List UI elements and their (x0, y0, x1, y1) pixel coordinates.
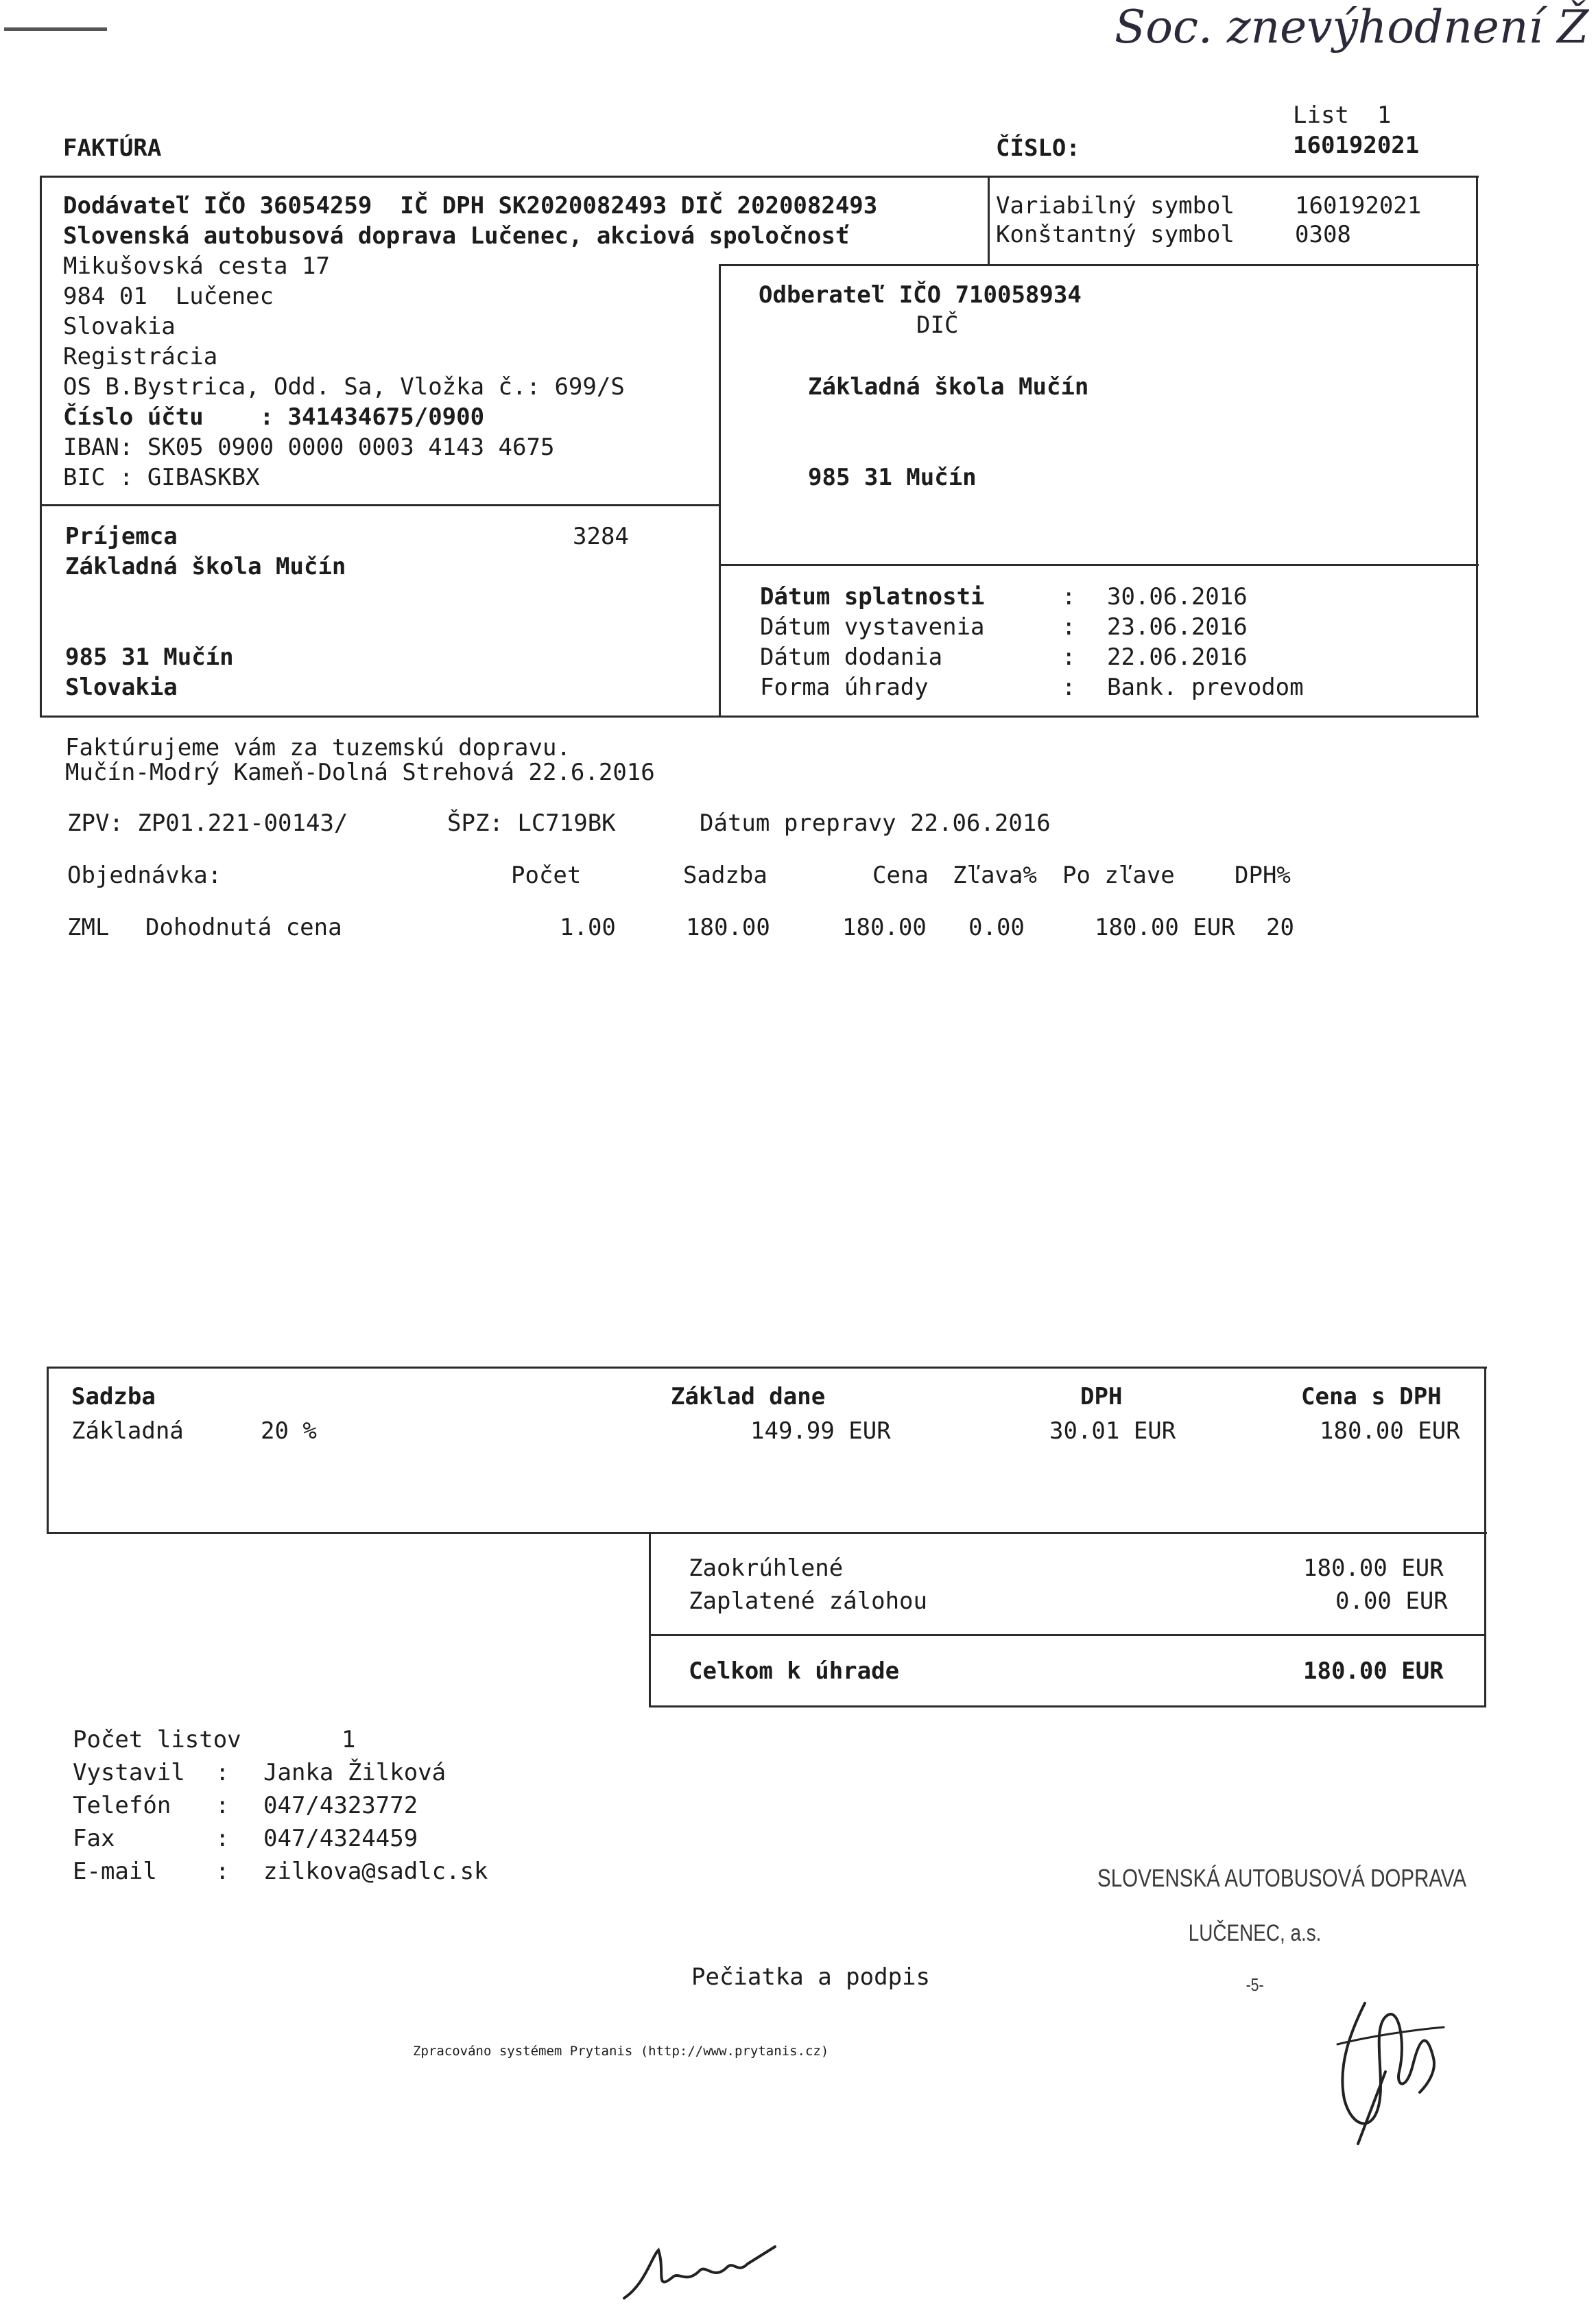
customer-city: 985 31 Mučín (808, 464, 977, 491)
fax-value: 047/4324459 (263, 1825, 418, 1852)
item-count: 1.00 (560, 914, 616, 941)
item-discount: 0.00 (968, 914, 1025, 941)
stamp-line-2: LUČENEC, a.s. (1188, 1920, 1322, 1946)
customer-top-line (719, 264, 1479, 266)
vat-rate-name: Základná (71, 1417, 184, 1445)
totals-box-left-line (649, 1534, 651, 1707)
customer-dic: DIČ (916, 311, 959, 339)
recipient-code: 3284 (573, 523, 629, 550)
payment-method-label: Forma úhrady (760, 674, 929, 701)
variable-symbol-label: Variabilný symbol (996, 192, 1235, 220)
issue-date-label: Dátum vystavenia (760, 613, 985, 641)
system-note: Zpracováno systémem Prytanis (http://www.prytanis.cz) (413, 2044, 829, 2059)
totals-bottom-line (649, 1705, 1486, 1707)
constant-symbol-value: 0308 (1295, 221, 1351, 248)
recipient-top-line (40, 504, 721, 506)
issue-date-colon: : (1062, 613, 1076, 641)
delivery-date-label: Dátum dodania (760, 643, 943, 671)
recipient-label: Príjemca (65, 523, 178, 550)
transport-date: Dátum prepravy 22.06.2016 (700, 809, 1051, 837)
supplier-name: Slovenská autobusová doprava Lučenec, akciová spoločnosť (63, 222, 850, 250)
dates-top-line (719, 564, 1479, 566)
vat-header-base: Základ dane (671, 1383, 826, 1410)
invoice-number-label: ČÍSLO: (996, 134, 1080, 162)
vat-box-bottom-line (47, 1532, 1487, 1534)
issued-by-label: Vystavil (73, 1759, 185, 1786)
supplier-street: Mikušovská cesta 17 (63, 252, 330, 280)
payment-method-colon: : (1062, 674, 1076, 701)
customer-name: Základná škola Mučín (808, 373, 1089, 401)
totals-divider-line (649, 1634, 1486, 1636)
total-due-label: Celkom k úhrade (689, 1657, 900, 1685)
rounded-label: Zaokrúhlené (689, 1555, 844, 1582)
issued-by-colon: : (215, 1759, 230, 1786)
fax-label: Fax (73, 1825, 115, 1852)
vat-header-rate: Sadzba (71, 1383, 156, 1410)
advance-value: 0.00 EUR (1335, 1587, 1448, 1615)
invoice-number: 160192021 (1293, 132, 1420, 159)
description-line-1: Faktúrujeme vám za tuzemskú dopravu. (65, 734, 571, 761)
vat-box-left-line (47, 1367, 49, 1534)
box-top-line (40, 176, 1479, 178)
item-price: 180.00 (842, 914, 927, 941)
vat-total-value: 180.00 EUR (1320, 1417, 1460, 1445)
phone-label: Telefón (73, 1792, 171, 1819)
due-date-value: 30.06.2016 (1107, 583, 1248, 611)
supplier-country: Slovakia (63, 313, 176, 340)
item-vat: 20 (1266, 914, 1294, 941)
box-bottom-line (40, 716, 1479, 718)
total-due-value: 180.00 EUR (1303, 1657, 1444, 1685)
recipient-country: Slovakia (65, 674, 178, 701)
initials-signature (617, 2243, 796, 2305)
constant-symbol-label: Konštantný symbol (996, 221, 1235, 248)
due-date-colon: : (1062, 583, 1076, 611)
email-colon: : (215, 1858, 230, 1885)
recipient-city: 985 31 Mučín (65, 643, 234, 671)
totals-box-right-line (1484, 1534, 1486, 1707)
email-value: zilkova@sadlc.sk (263, 1858, 488, 1885)
stamp-line-1: SLOVENSKÁ AUTOBUSOVÁ DOPRAVA (1097, 1864, 1467, 1892)
sheet-label: List 1 (1293, 102, 1392, 129)
email-label: E-mail (73, 1858, 157, 1885)
supplier-city: 984 01 Lučenec (63, 283, 274, 310)
document-title: FAKTÚRA (63, 134, 162, 162)
issue-date-value: 23.06.2016 (1107, 613, 1248, 641)
symbols-divider (988, 176, 990, 265)
scan-mark (4, 27, 107, 31)
vat-header-total: Cena s DPH (1301, 1383, 1442, 1410)
description-line-2: Mučín-Modrý Kameň-Dolná Strehová 22.6.2016 (65, 759, 655, 786)
rounded-value: 180.00 EUR (1303, 1555, 1444, 1582)
customer-ids: Odberateľ IČO 710058934 (759, 281, 1082, 309)
supplier-account: Číslo účtu : 341434675/0900 (63, 403, 485, 431)
phone-value: 047/4323772 (263, 1792, 418, 1819)
vat-rate-percent: 20 % (261, 1417, 317, 1445)
delivery-date-value: 22.06.2016 (1107, 643, 1248, 671)
supplier-registration: OS B.Bystrica, Odd. Sa, Vložka č.: 699/S (63, 373, 625, 401)
item-description: Dohodnutá cena (145, 914, 342, 941)
issued-by-value: Janka Žilková (263, 1759, 446, 1786)
supplier-iban: IBAN: SK05 0900 0000 0003 4143 4675 (63, 434, 555, 461)
transport-spz: ŠPZ: LC719BK (447, 809, 616, 837)
item-header-after-discount: Po zľave (1062, 862, 1175, 889)
stamp-line-3: -5- (1246, 1974, 1264, 1995)
vat-box-right-line (1484, 1367, 1486, 1534)
phone-colon: : (215, 1792, 230, 1819)
vat-header-vat: DPH (1080, 1383, 1123, 1410)
sheets-value: 1 (342, 1726, 356, 1753)
recipient-name: Základná škola Mučín (65, 553, 346, 580)
box-left-line (40, 176, 42, 718)
transport-zpv: ZPV: ZP01.221-00143/ (67, 809, 348, 837)
fax-colon: : (215, 1825, 230, 1852)
supplier-registration-label: Registrácia (63, 343, 218, 370)
delivery-date-colon: : (1062, 643, 1076, 671)
item-after-discount: 180.00 EUR (1095, 914, 1235, 941)
advance-label: Zaplatené zálohou (689, 1587, 927, 1615)
handwritten-note: Soc. znevýhodnení Ž (1115, 1, 1589, 54)
payment-method-value: Bank. prevodom (1107, 674, 1304, 701)
item-header-discount: Zľava% (953, 862, 1037, 889)
item-header-count: Počet (511, 862, 582, 889)
supplier-bic: BIC : GIBASKBX (63, 464, 260, 491)
stamp-and-signature-label: Pečiatka a podpis (691, 1963, 930, 1991)
sheets-label: Počet listov (73, 1726, 241, 1753)
item-header-vat: DPH% (1235, 862, 1291, 889)
vat-amount-value: 30.01 EUR (1049, 1417, 1176, 1445)
signature (1324, 1989, 1454, 2147)
item-code: ZML (67, 914, 110, 941)
item-rate: 180.00 (686, 914, 770, 941)
supplier-ids: Dodávateľ IČO 36054259 IČ DPH SK2020082493 DIČ 2020082493 (63, 192, 878, 220)
item-header-rate: Sadzba (683, 862, 767, 889)
item-header-price: Cena (872, 862, 929, 889)
company-stamp (1097, 1839, 1467, 2009)
variable-symbol-value: 160192021 (1295, 192, 1422, 220)
item-header-order: Objednávka: (67, 862, 222, 889)
box-right-line (1476, 176, 1478, 718)
vat-box-top-line (47, 1367, 1487, 1369)
due-date-label: Dátum splatnosti (760, 583, 985, 611)
customer-left-line (719, 264, 721, 717)
vat-base-value: 149.99 EUR (750, 1417, 891, 1445)
